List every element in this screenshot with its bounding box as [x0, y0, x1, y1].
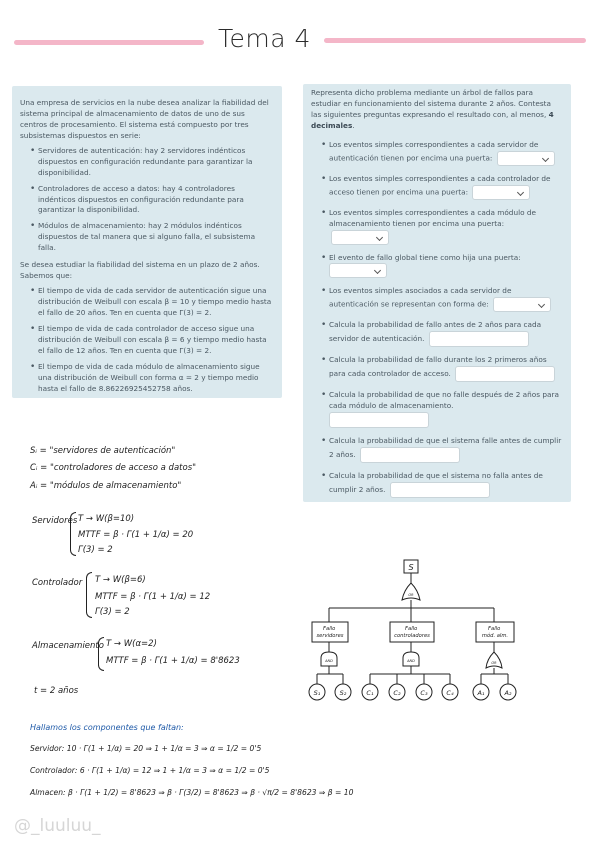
leaf-label: C₁ — [366, 689, 374, 697]
watermark: @_luuluu_ — [14, 816, 101, 836]
gate-select-modules[interactable] — [331, 230, 389, 245]
calc-line: Servidor: 10 · Γ(1 + 1/α) = 20 ⇒ 1 + 1/α = 3 ⇒ α = 1/2 = 0'5 — [30, 744, 262, 753]
def-controllers: Cᵢ = "controladores de acceso a datos" — [30, 463, 197, 473]
leaf-label: C₂ — [393, 689, 401, 697]
answer-input-system-ok[interactable] — [390, 482, 490, 498]
branch-label-line: Fallo — [323, 626, 336, 632]
fact-list — [20, 286, 274, 394]
answer-input-controller[interactable] — [455, 366, 555, 382]
branch-label-line: Fallo — [405, 626, 418, 632]
branch-box-modules — [476, 622, 514, 642]
branch-label-line: Fallo — [488, 626, 501, 632]
gate-select-global[interactable] — [329, 263, 387, 278]
list-item: • Calcula la probabilidad de que el sistema no falla antes de cumplir 2 años. — [321, 471, 563, 498]
leaf-label: S₂ — [339, 689, 347, 697]
calc-line: Almacen: β · Γ(1 + 1/2) = 8'8623 ⇒ β · Γ(3/2) = 8'8623 ⇒ β · √π/2 = 8'8623 ⇒ β = 10 — [30, 788, 354, 797]
subsystem-list — [20, 146, 274, 254]
gate-label: AND — [407, 659, 415, 663]
controlador-line: T → W(β=6) — [95, 575, 146, 585]
calc-line: Controlador: 6 · Γ(1 + 1/α) = 12 ⇒ 1 + 1/α = 3 ⇒ α = 1/2 = 0'5 — [30, 766, 270, 775]
list-item: • Servidores de autenticación: hay 2 servidores indénticos dispuestos en configuración redundante para garantizar la disponibilidad. — [30, 146, 274, 179]
gate-select-servers[interactable] — [497, 151, 555, 166]
leaf-label: S₁ — [313, 689, 321, 697]
gate-label: OR — [408, 593, 414, 597]
branch-box-controllers — [390, 622, 434, 642]
almacen-label: Almacenamiento — [32, 641, 104, 651]
brace — [98, 637, 104, 671]
gate-label: OR — [491, 661, 497, 665]
list-item: • Controladores de acceso a datos: hay 4 controladores indénticos dispuestos en configuración redundante para garantizar la disponibilidad. — [30, 184, 274, 217]
controlador-label: Controlador — [32, 578, 83, 588]
def-servers: Sᵢ = "servidores de autenticación" — [30, 446, 176, 456]
servidores-line: MTTF = β · Γ(1 + 1/α) = 20 — [78, 530, 194, 540]
list-item: • Calcula la probabilidad de fallo antes de 2 años para cada servidor de autenticación. — [321, 320, 563, 347]
servidores-label: Servidores — [32, 516, 78, 526]
almacen-line: T → W(α=2) — [106, 639, 157, 649]
list-item: • El tiempo de vida de cada módulo de almacenamiento sigue una distribución de Weibull con forma α = 2 y tiempo medio hasta el fallo de 8.86226925452758 años. — [30, 362, 274, 395]
answer-input-server[interactable] — [429, 331, 529, 347]
problem-statement — [12, 86, 282, 398]
questions-intro: Representa dicho problema mediante un árbol de fallos para estudiar en funcionamiento del sistema durante 2 años. Contesta las siguientes preguntas expresando el resultado con, al menos, 4 decimales. — [311, 88, 554, 130]
servidores-line: T → W(β=10) — [78, 514, 135, 524]
fault-tree — [300, 556, 530, 706]
leaf-label: A₂ — [504, 689, 512, 697]
leaf-label: C₄ — [446, 689, 454, 697]
leaf-label: C₃ — [420, 689, 428, 697]
brace — [86, 572, 92, 618]
branch-box-servers — [312, 622, 348, 642]
servidores-line: Γ(3) = 2 — [78, 545, 113, 555]
gate-label: AND — [325, 659, 333, 663]
list-item: • El tiempo de vida de cada controlador de acceso sigue una distribución de Weibull con escala β = 6 y tiempo medio hasta el fallo de 12 años. Ten en cuenta que Γ(3) = 2. — [30, 324, 274, 357]
list-item: • Módulos de almacenamiento: hay 2 módulos indénticos dispuestos de tal manera que si alguno falla, el subsistema falla. — [30, 221, 274, 254]
answer-input-module[interactable] — [329, 412, 429, 428]
list-item: • Calcula la probabilidad de que no falle después de 2 años para cada módulo de almacenamiento. — [321, 390, 563, 428]
problem-intro: Una empresa de servicios en la nube desea analizar la fiabilidad del sistema principal de almacenamiento de datos de uno de sus centros de procesamiento. El sistema está compuesto por tres subsistemas dispuestos en serie: — [20, 98, 269, 140]
branch-label-line: mód. alm. — [481, 633, 509, 639]
list-item: • Los eventos simples correspondientes a cada servidor de autenticación tienen por encima una puerta: — [321, 140, 563, 166]
list-item: • Calcula la probabilidad de fallo durante los 2 primeros años para cada controlador de acceso. — [321, 355, 563, 382]
page-title: Tema 4 — [218, 24, 311, 53]
controlador-line: Γ(3) = 2 — [95, 607, 130, 617]
shape-select-events[interactable] — [493, 297, 551, 312]
title-decoration-left — [14, 40, 204, 45]
list-item: • Los eventos simples correspondientes a cada controlador de acceso tienen por encima una puerta: — [321, 174, 563, 200]
or-gate-top — [402, 583, 420, 600]
list-item: • El tiempo de vida de cada servidor de autenticación sigue una distribución de Weibull con escala β = 10 y tiempo medio hasta el fallo de 20 años. Ten en cuenta que Γ(3) = 2. — [30, 286, 274, 319]
almacen-line: MTTF = β · Γ(1 + 1/α) = 8'8623 — [106, 656, 240, 666]
branch-label-line: controladores — [394, 633, 430, 639]
or-gate-modules — [486, 652, 502, 668]
top-event-label: S — [408, 563, 414, 572]
list-item: • Los eventos simples correspondientes a cada módulo de almacenamiento tienen por encima una puerta: — [321, 208, 563, 245]
list-item: • Calcula la probabilidad de que el sistema falle antes de cumplir 2 años. — [321, 436, 563, 463]
def-modules: Aᵢ = "módulos de almacenamiento" — [30, 481, 182, 491]
brace — [70, 512, 76, 556]
study-text: Se desea estudiar la fiabilidad del sistema en un plazo de 2 años. Sabemos que: — [20, 260, 260, 281]
title-decoration-right — [324, 38, 586, 43]
leaf-label: A₁ — [477, 689, 485, 697]
list-item: • Los eventos simples asociados a cada servidor de autenticación se representan con forma de: — [321, 286, 563, 312]
gate-select-controllers[interactable] — [472, 185, 530, 200]
answer-input-system-fail[interactable] — [360, 447, 460, 463]
time-value: t = 2 años — [34, 686, 79, 696]
list-item: • El evento de fallo global tiene como hija una puerta: — [321, 253, 563, 279]
calc-heading: Hallamos los componentes que faltan: — [30, 723, 184, 732]
question-list — [311, 140, 563, 498]
controlador-line: MTTF = β · Γ(1 + 1/α) = 12 — [95, 592, 211, 602]
branch-label-line: servidores — [316, 633, 344, 639]
questions-panel — [303, 84, 571, 502]
